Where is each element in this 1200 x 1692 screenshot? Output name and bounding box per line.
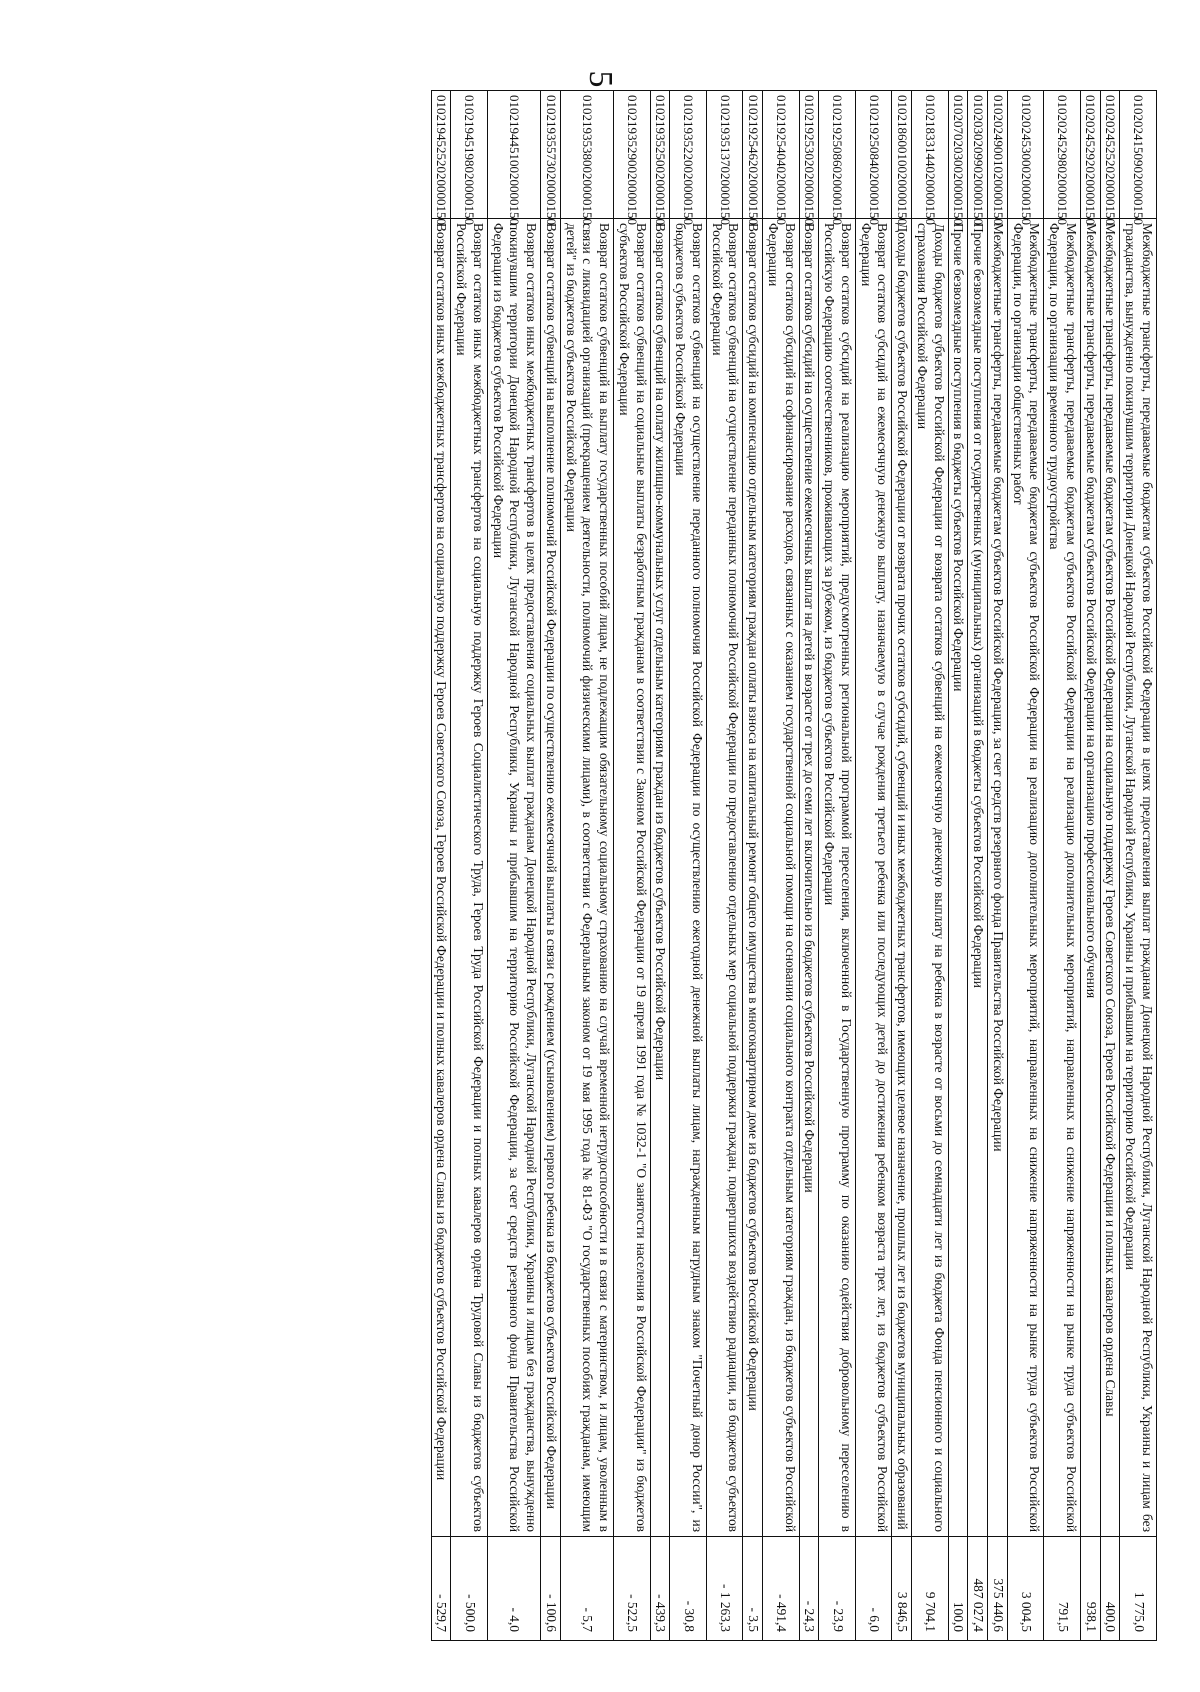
amount-cell: - 4,0 <box>488 1537 541 1641</box>
name-cell: Межбюджетные трансферты, передаваемые бюджетам субъектов Российской Федерации, за счет средств резервного фонда Правительства Российской Федерации <box>988 219 1008 1537</box>
code-cell: 01021833144020000150 <box>912 91 949 219</box>
name-cell: Доходы бюджетов субъектов Российской Федерации от возврата остатков субвенций на ежемесячную денежную выплату на ребенка в возрасте от восьми до семнадцати лет из бюджета Фонда пенсионного и социального страхования Российской Федерации <box>912 219 949 1537</box>
amount-cell: 791,5 <box>1044 1537 1081 1641</box>
code-cell: 01021945252020000150 <box>431 91 451 219</box>
amount-cell: 938,1 <box>1081 1537 1101 1641</box>
table-row <box>1120 91 1157 1641</box>
code-cell: 01020241509020000150 <box>1120 91 1157 219</box>
amount-cell: - 500,0 <box>451 1537 488 1641</box>
amount-cell: 100,0 <box>948 1537 968 1641</box>
name-cell: Межбюджетные трансферты, передаваемые бюджетам субъектов Российской Федерации на реализацию дополнительных мероприятий, направленных на снижение напряженности на рынке труда субъектов Российской Федерации, по организации временного трудоустройства <box>1044 219 1081 1537</box>
amount-cell: 3 846,5 <box>892 1537 912 1641</box>
name-cell: Межбюджетные трансферты, передаваемые бюджетам субъектов Российской Федерации на организацию профессионального обучения <box>1081 219 1101 1537</box>
amount-cell: 1 775,0 <box>1120 1537 1157 1641</box>
code-cell: 01021925302020000150 <box>799 91 819 219</box>
name-cell: Возврат остатков субсидий на ежемесячную денежную выплату, назначаемую в случае рождения третьего ребенка или последующих детей до достижения ребенком возраста трех лет, из бюджетов субъектов Российской Федерации <box>856 219 893 1537</box>
code-cell: 01020245292020000150 <box>1081 91 1101 219</box>
code-cell: 01020245300020000150 <box>1008 91 1045 219</box>
name-cell: Возврат остатков иных межбюджетных трансфертов на социальную поддержку Героев Социалистического Труда, Героев Труда Российской Федерации и полных кавалеров ордена Трудовой Славы из бюджетов субъектов Российской Федерации <box>451 219 488 1537</box>
table-row <box>1100 91 1120 1641</box>
name-cell: Прочие безвозмездные поступления от государственных (муниципальных) организаций в бюджеты субъектов Российской Федерации <box>968 219 988 1537</box>
table-row <box>988 91 1008 1641</box>
code-cell: 01020245298020000150 <box>1044 91 1081 219</box>
code-cell: 01021935137020000150 <box>707 91 744 219</box>
name-cell: Возврат остатков субвенций на выплату государственных пособий лицам, не подлежащим обязательному социальному страхованию на случай временной нетрудоспособности и в связи с материнством, и лицам, уволенным в связи с ликвидацией организаций (прекращением деятельности, полномочий физическими лицами), в соответствии с Федеральным законом от 19 мая 1995 года № 81-ФЗ "О государственных пособиях гражданам, имеющим детей" из бюджетов субъектов Российской Федерации <box>561 219 614 1537</box>
page-number: 5 <box>582 70 619 88</box>
name-cell: Возврат остатков субвенций на оплату жилищно-коммунальных услуг отдельным категориям граждан из бюджетов субъектов Российской Федерации <box>650 219 670 1537</box>
table-row <box>670 91 707 1641</box>
amount-cell: - 6,0 <box>856 1537 893 1641</box>
table-row <box>819 91 856 1641</box>
name-cell: Возврат остатков субсидий на реализацию мероприятий, предусмотренных региональной программой переселения, включенной в Государственную программу по оказанию содействия добровольному переселению в Российскую Федерацию соотечественников, проживающих за рубежом, из бюджетов субъектов Российской Федерации <box>819 219 856 1537</box>
table-row <box>892 91 912 1641</box>
name-cell: Межбюджетные трансферты, передаваемые бюджетам субъектов Российской Федерации на реализацию дополнительных мероприятий, направленных на снижение напряженности на рынке труда субъектов Российской Федерации, по организации общественных работ <box>1008 219 1045 1537</box>
code-cell: 01021944510020000150 <box>488 91 541 219</box>
rotated-content <box>431 90 1157 1640</box>
table-row <box>743 91 763 1641</box>
name-cell: Возврат остатков субсидий на компенсацию отдельным категориям граждан оплаты взноса на капитальный ремонт общего имущества в многоквартирном доме из бюджетов субъектов Российской Федерации <box>743 219 763 1537</box>
table-row <box>488 91 541 1641</box>
amount-cell: - 3,5 <box>743 1537 763 1641</box>
table-row <box>912 91 949 1641</box>
table-row <box>541 91 561 1641</box>
code-cell: 01020249001020000150 <box>988 91 1008 219</box>
amount-cell: - 522,5 <box>614 1537 651 1641</box>
table-row <box>561 91 614 1641</box>
budget-revenue-table <box>431 90 1157 1641</box>
amount-cell: - 30,8 <box>670 1537 707 1641</box>
amount-cell: 400,0 <box>1100 1537 1120 1641</box>
table-row <box>1008 91 1045 1641</box>
table-row <box>614 91 651 1641</box>
table-row <box>431 91 451 1641</box>
amount-cell: - 439,3 <box>650 1537 670 1641</box>
amount-cell: - 23,9 <box>819 1537 856 1641</box>
name-cell: Возврат остатков субсидий на осуществление ежемесячных выплат на детей в возрасте от трех до семи лет включительно из бюджетов субъектов Российской Федерации <box>799 219 819 1537</box>
code-cell: 01021925086020000150 <box>819 91 856 219</box>
name-cell: Доходы бюджетов субъектов Российской Федерации от возврата прочих остатков субсидий, субвенций и иных межбюджетных трансфертов, имеющих целевое назначение, прошлых лет из бюджетов муниципальных образований <box>892 219 912 1537</box>
name-cell: Возврат остатков иных межбюджетных трансфертов в целях предоставления социальных выплат гражданам Донецкой Народной Республики, Луганской Народной Республики, Украины и лицам без гражданства, вынужденно покинувшим территории Донецкой Народной Республики, Луганской Народной Республики, Украины и прибывшим на территорию Российской Федерации, за счет средств резервного фонда Правительства Российской Федерации из бюджетов субъектов Российской Федерации <box>488 219 541 1537</box>
table-body <box>431 91 1156 1641</box>
name-cell: Возврат остатков субвенций на осуществление переданных полномочий Российской Федерации по предоставлению отдельных мер социальной поддержки граждан, подвергшихся воздействию радиации, из бюджетов субъектов Российской Федерации <box>707 219 744 1537</box>
table-row <box>650 91 670 1641</box>
amount-cell: - 100,6 <box>541 1537 561 1641</box>
amount-cell: 3 004,5 <box>1008 1537 1045 1641</box>
amount-cell: - 491,4 <box>763 1537 800 1641</box>
table-row <box>451 91 488 1641</box>
code-cell: 01021945198020000150 <box>451 91 488 219</box>
table-row <box>948 91 968 1641</box>
code-cell: 01021925084020000150 <box>856 91 893 219</box>
code-cell: 01021935380020000150 <box>561 91 614 219</box>
amount-cell: 487 027,4 <box>968 1537 988 1641</box>
code-cell: 01020245252020000150 <box>1100 91 1120 219</box>
table-row <box>856 91 893 1641</box>
table-row <box>763 91 800 1641</box>
code-cell: 01021935250020000150 <box>650 91 670 219</box>
name-cell: Возврат остатков субвенций на выполнение полномочий Российской Федерации по осуществлению ежемесячной выплаты в связи с рождением (усыновлением) первого ребенка из бюджетов субъектов Российской Федерации <box>541 219 561 1537</box>
code-cell: 01021935220020000150 <box>670 91 707 219</box>
code-cell: 01021860010020000150 <box>892 91 912 219</box>
table-row <box>799 91 819 1641</box>
table-row <box>1081 91 1101 1641</box>
amount-cell: - 529,7 <box>431 1537 451 1641</box>
amount-cell: 375 440,6 <box>988 1537 1008 1641</box>
table-row <box>1044 91 1081 1641</box>
amount-cell: 9 704,1 <box>912 1537 949 1641</box>
code-cell: 01021935290020000150 <box>614 91 651 219</box>
amount-cell: - 24,3 <box>799 1537 819 1641</box>
name-cell: Возврат остатков субсидий на софинансирование расходов, связанных с оказанием государственной социальной помощи на основании социального контракта отдельным категориям граждан, из бюджетов субъектов Российской Федерации <box>763 219 800 1537</box>
code-cell: 01021925462020000150 <box>743 91 763 219</box>
name-cell: Межбюджетные трансферты, передаваемые бюджетам субъектов Российской Федерации в целях предоставления выплат гражданам Донецкой Народной Республики, Луганской Народной Республики, Украины и лицам без гражданства, вынужденно покинувшим территории Донецкой Народной Республики, Луганской Народной Республики, Украины и прибывшим на территорию Российской Федерации <box>1120 219 1157 1537</box>
table-row <box>968 91 988 1641</box>
name-cell: Возврат остатков иных межбюджетных трансфертов на социальную поддержку Героев Советского Союза, Героев Российской Федерации и полных кавалеров ордена Славы из бюджетов субъектов Российской Федерации <box>431 219 451 1537</box>
name-cell: Межбюджетные трансферты, передаваемые бюджетам субъектов Российской Федерации на социальную поддержку Героев Советского Союза, Героев Российской Федерации и полных кавалеров ордена Славы <box>1100 219 1120 1537</box>
amount-cell: - 5,7 <box>561 1537 614 1641</box>
code-cell: 01021935573020000150 <box>541 91 561 219</box>
table-row <box>707 91 744 1641</box>
name-cell: Возврат остатков субвенций на осуществление переданного полномочия Российской Федерации по осуществлению ежегодной денежной выплаты лицам, награжденным нагрудным знаком "Почетный донор России", из бюджетов субъектов Российской Федерации <box>670 219 707 1537</box>
code-cell: 01020302099020000150 <box>968 91 988 219</box>
code-cell: 01021925404020000150 <box>763 91 800 219</box>
name-cell: Возврат остатков субвенций на социальные выплаты безработным гражданам в соответствии с Законом Российской Федерации от 19 апреля 1991 года № 1032-1 "О занятости населения в Российской Федерации" из бюджетов субъектов Российской Федерации <box>614 219 651 1537</box>
amount-cell: - 1 263,3 <box>707 1537 744 1641</box>
code-cell: 01020702030020000150 <box>948 91 968 219</box>
name-cell: Прочие безвозмездные поступления в бюджеты субъектов Российской Федерации <box>948 219 968 1537</box>
